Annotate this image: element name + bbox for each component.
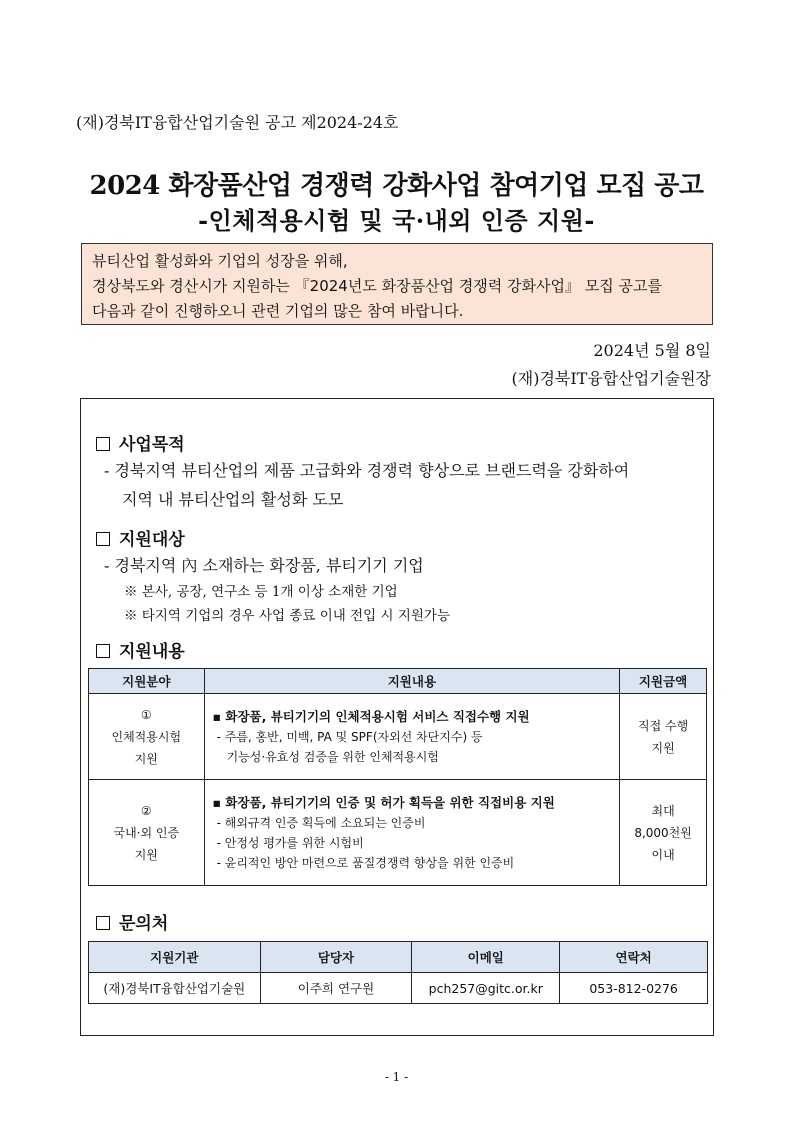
section-contact-heading: 문의처 xyxy=(96,909,168,934)
contact-email[interactable]: pch257@gitc.or.kr xyxy=(412,973,560,1004)
contact-org: (재)경북IT융합산업기술원 xyxy=(89,973,261,1004)
column-header: 지원금액 xyxy=(620,669,707,694)
notice-number: (재)경북IT융합산업기술원 공고 제2024-24호 xyxy=(76,113,399,132)
column-header: 지원분야 xyxy=(89,669,205,694)
target-line: - 경북지역 內 소재하는 화장품, 뷰티기기 기업 xyxy=(104,556,424,575)
intro-box xyxy=(81,243,713,325)
support-description: ▪ 화장품, 뷰티기기의 인증 및 허가 획득을 위한 직접비용 지원 - 해외규격 인증 획득에 소요되는 인증비 - 안정성 평가를 위한 시험비 - 윤리적인 방안 마련으로 품질경쟁력 향상을 위한 인증비 xyxy=(204,780,620,886)
checkbox-icon xyxy=(96,532,110,546)
intro-line: 다음과 같이 진행하오니 관련 기업의 많은 참여 바랍니다. xyxy=(92,302,464,320)
support-table xyxy=(88,668,707,886)
column-header: 담당자 xyxy=(260,942,412,973)
checkbox-icon xyxy=(96,916,110,930)
target-note: ※ 본사, 공장, 연구소 등 1개 이상 소재한 기업 xyxy=(124,584,398,600)
checkbox-icon xyxy=(96,437,110,451)
intro-line: 경상북도와 경산시가 지원하는 『2024년도 화장품산업 경쟁력 강화사업』 모집 공고를 xyxy=(92,277,663,295)
table-row xyxy=(89,973,708,1004)
checkbox-icon xyxy=(96,644,110,658)
support-category: ② 국내·외 인증 지원 xyxy=(89,780,205,886)
table-header-row xyxy=(89,669,707,694)
column-header: 이메일 xyxy=(412,942,560,973)
support-amount: 직접 수행 지원 xyxy=(620,694,707,780)
page-number: - 1 - xyxy=(384,1070,409,1084)
contact-table xyxy=(88,941,708,1004)
contact-person: 이주희 연구원 xyxy=(260,973,412,1004)
document-subtitle: -인체적용시험 및 국·내외 인증 지원- xyxy=(198,206,595,235)
support-description: ▪ 화장품, 뷰티기기의 인체적용시험 서비스 직접수행 지원 - 주름, 홍반, 미백, PA 및 SPF(자외선 차단지수) 등 기능성·유효성 검증을 위한 인체적용시험 xyxy=(204,694,620,780)
issuer-name: (재)경북IT융합산업기술원장 xyxy=(511,369,711,388)
purpose-line: 지역 내 뷰티산업의 활성화 도모 xyxy=(122,490,344,509)
column-header: 지원내용 xyxy=(204,669,620,694)
column-header: 지원기관 xyxy=(89,942,261,973)
column-header: 연락처 xyxy=(560,942,708,973)
section-content-heading: 지원내용 xyxy=(96,637,185,662)
section-purpose-heading: 사업목적 xyxy=(96,430,185,455)
target-note: ※ 타지역 기업의 경우 사업 종료 이내 전입 시 지원가능 xyxy=(124,608,450,624)
table-header-row xyxy=(89,942,708,973)
announcement-date: 2024년 5월 8일 xyxy=(593,341,711,360)
support-amount: 최대 8,000천원 이내 xyxy=(620,780,707,886)
intro-line: 뷰티산업 활성화와 기업의 성장을 위해, xyxy=(92,252,348,270)
purpose-line: - 경북지역 뷰티산업의 제품 고급화와 경쟁력 향상으로 브랜드력을 강화하여 xyxy=(104,461,630,480)
table-row xyxy=(89,780,707,886)
section-target-heading: 지원대상 xyxy=(96,525,185,550)
contact-phone: 053-812-0276 xyxy=(560,973,708,1004)
document-title: 2024 화장품산업 경쟁력 강화사업 참여기업 모집 공고 xyxy=(89,171,704,201)
support-category: ① 인체적용시험 지원 xyxy=(89,694,205,780)
table-row xyxy=(89,694,707,780)
